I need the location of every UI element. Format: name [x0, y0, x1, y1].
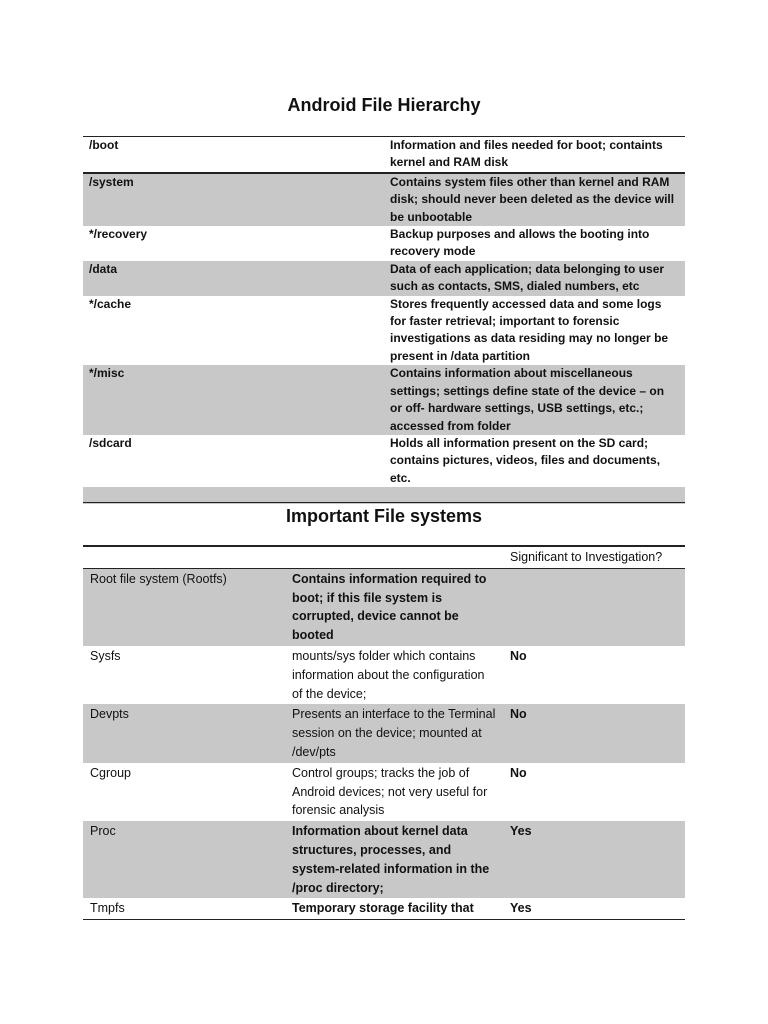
- dir-description: Stores frequently accessed data and some logs for faster retrieval; important to forensic investigations as data residing may no longer be present in /data partition: [390, 296, 669, 363]
- table-row: [83, 898, 685, 919]
- dir-description: Data of each application; data belonging to user such as contacts, SMS, dialed numbers, etc: [390, 261, 665, 294]
- fs-description: Control groups; tracks the job of Android devices; not very useful for forensic analysis: [292, 765, 488, 818]
- fs-significance: No: [510, 707, 527, 722]
- fs-significance: No: [510, 648, 527, 663]
- dir-description: Contains system files other than kernel and RAM disk; should never been deleted as the device will be unbootable: [390, 174, 675, 224]
- table-header-row: [83, 547, 685, 569]
- table-row: [83, 646, 685, 704]
- fs-description: Contains information required to boot; if this file system is corrupted, device cannot be booted: [292, 571, 487, 643]
- table-row: [83, 137, 685, 174]
- table-row: [83, 226, 685, 261]
- important-file-systems-title: Important File systems: [285, 506, 483, 526]
- fs-description: Temporary storage facility that: [292, 901, 474, 916]
- dir-name: /boot: [89, 138, 119, 152]
- dir-description: Holds all information present on the SD card; contains pictures, videos, files and documents, etc.: [390, 435, 661, 485]
- fs-name: Root file system (Rootfs): [90, 571, 227, 586]
- fs-name: Tmpfs: [90, 901, 125, 916]
- dir-name: */misc: [89, 366, 125, 381]
- fs-description: Information about kernel data structures, processes, and system-related information in the /proc directory;: [292, 824, 490, 895]
- fs-description: Presents an interface to the Terminal session on the device; mounted at /dev/pts: [292, 707, 496, 759]
- dir-description: Contains information about miscellaneous settings; settings define state of the device – on or off- hardware settings, USB settings, etc.; accessed from folder: [390, 366, 665, 433]
- fs-significance: Yes: [510, 824, 532, 839]
- header-significance: Significant to Investigation?: [510, 550, 663, 564]
- table-row: [83, 569, 685, 646]
- table-row: [83, 763, 685, 821]
- dir-description: Backup purposes and allows the booting into recovery mode: [390, 227, 650, 259]
- fs-description: mounts/sys folder which contains information about the configuration of the device;: [292, 648, 485, 701]
- file-systems-table: [83, 545, 685, 920]
- table-row: [83, 704, 685, 762]
- fs-name: Cgroup: [90, 765, 131, 780]
- fs-significance: [503, 569, 685, 646]
- fs-significance: No: [510, 765, 527, 780]
- header-cell-empty: [83, 547, 285, 568]
- fs-significance: Yes: [510, 901, 532, 916]
- table-row: [83, 261, 685, 296]
- table-row: [83, 296, 685, 366]
- fs-name: Devpts: [90, 707, 129, 722]
- table-row: [83, 174, 685, 226]
- dir-description: Information and files needed for boot; containts kernel and RAM disk: [390, 138, 663, 170]
- fs-name: Sysfs: [90, 648, 121, 663]
- table-row: [83, 365, 685, 435]
- dir-name: /system: [89, 174, 134, 189]
- dir-name: */recovery: [89, 227, 148, 242]
- table-row: [83, 821, 685, 898]
- dir-name: */cache: [89, 296, 132, 311]
- dir-name: /sdcard: [89, 435, 132, 450]
- table-row: [83, 435, 685, 487]
- fs-name: Proc: [90, 824, 116, 839]
- android-file-hierarchy-title: Android File Hierarchy: [287, 95, 481, 115]
- file-hierarchy-table: [83, 136, 685, 504]
- section-divider: [83, 502, 685, 503]
- header-cell-empty: [285, 547, 503, 568]
- dir-name: /data: [89, 261, 118, 276]
